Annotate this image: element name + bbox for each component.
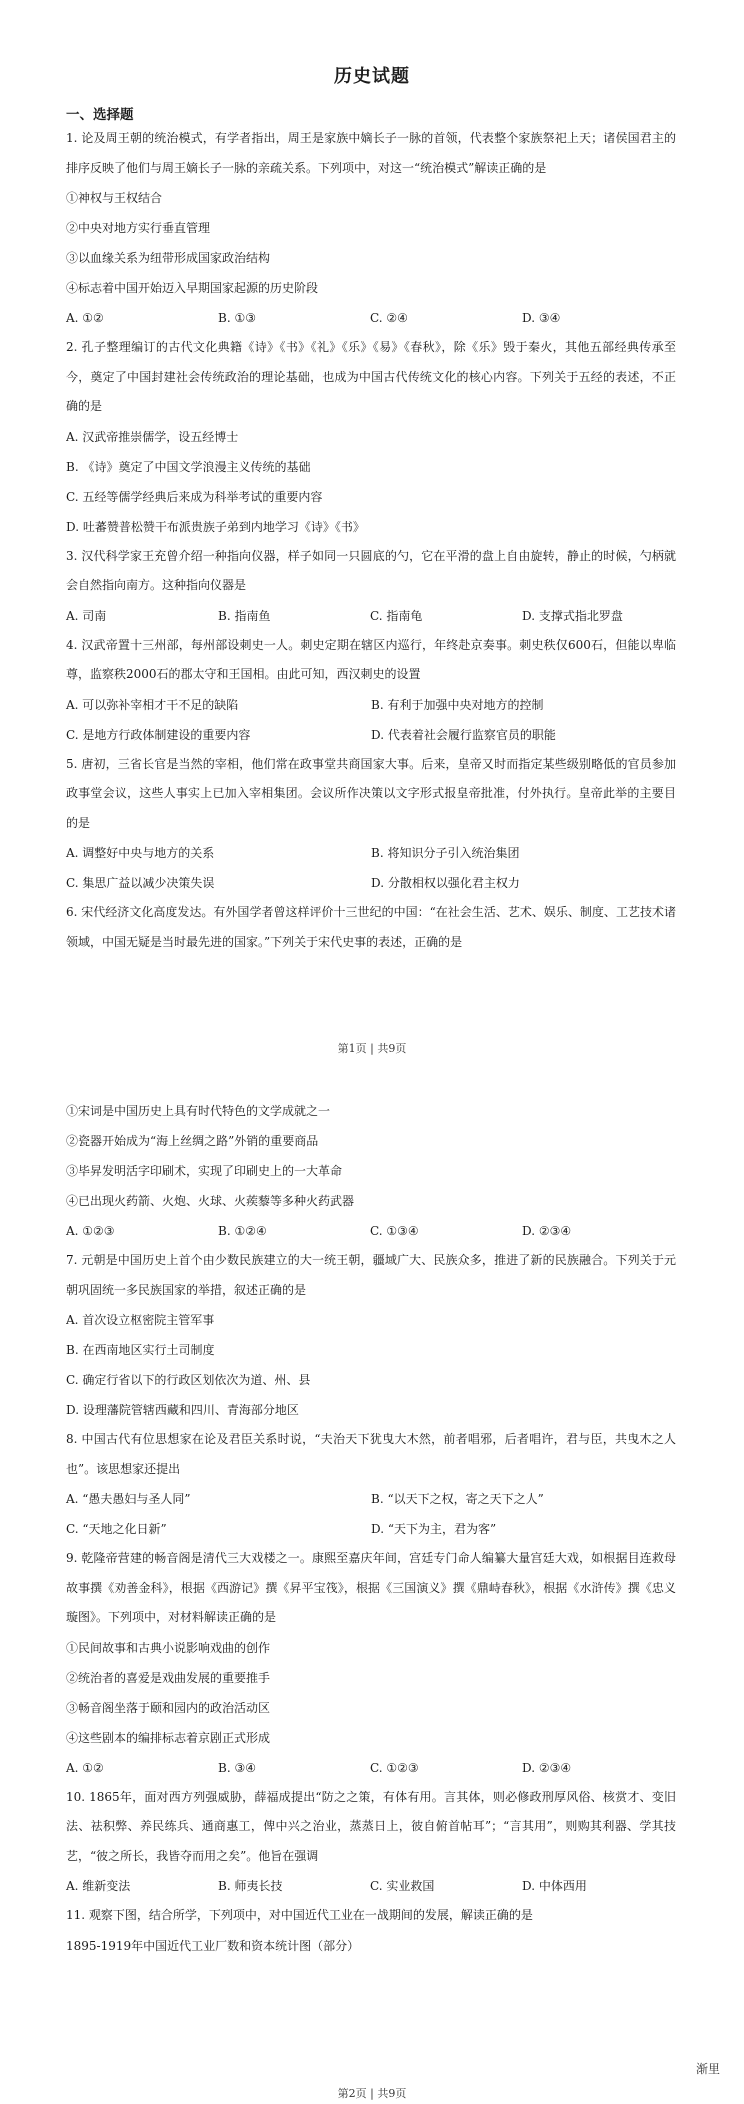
option-b[interactable]: B. 有利于加强中央对地方的控制 — [371, 697, 544, 712]
question-11-stem: 11. 观察下图，结合所学，下列项中，对中国近代工业在一战期间的发展，解读正确的是 — [66, 1908, 533, 1922]
option-c[interactable]: C. ①②③ — [370, 1760, 419, 1775]
option-c[interactable]: C. 实业救国 — [370, 1879, 435, 1893]
question-5-stem: 5. 唐初，三省长官是当然的宰相，他们常在政事堂共商国家大事。后来，皇帝又时而指定某些级别略低的官员参加政事堂会议，这些人事实上已加入宰相集团。会议所作决策以文字形式报皇帝批准，付外执行。皇帝此举的主要目的是 — [66, 756, 676, 830]
option-c[interactable]: C. 指南龟 — [370, 608, 423, 623]
question-3-stem: 3. 汉代科学家王充曾介绍一种指向仪器，样子如同一只圆底的勺，它在平滑的盘上自由旋转，静止的时候，勺柄就会自然指向南方。这种指向仪器是 — [66, 548, 676, 592]
question-8-options-row-2 — [66, 1514, 676, 1544]
question-6-options — [66, 1216, 676, 1246]
option-b[interactable]: B. 指南鱼 — [218, 608, 271, 623]
option-a[interactable]: A. ①②③ — [66, 1224, 115, 1238]
question-7-stem: 7. 元朝是中国历史上首个由少数民族建立的大一统王朝，疆域广大、民族众多，推进了新的民族融合。下列关于元朝巩固统一多民族国家的举措，叙述正确的是 — [66, 1253, 676, 1297]
option-a[interactable]: A. 司南 — [66, 608, 107, 623]
option-b[interactable]: B. ①③ — [218, 311, 256, 325]
option-b[interactable]: B. 师夷长技 — [218, 1879, 283, 1893]
question-9-stem: 9. 乾隆帝营建的畅音阁是清代三大戏楼之一。康熙至嘉庆年间，宫廷专门命人编纂大量宫廷大戏，如根据目连救母故事撰《劝善金科》，根据《西游记》撰《昇平宝筏》，根据《三国演义》撰《鼎峙春秋》，根据《水浒传》撰《忠义璇图》。下列项中，对材料解读正确的是 — [66, 1551, 676, 1624]
option-a[interactable]: A. ①② — [66, 1760, 104, 1775]
option-d[interactable]: D. ②③④ — [522, 1224, 572, 1238]
option-d[interactable]: D. 吐蕃赞普松赞干布派贵族子弟到内地学习《诗》《书》 — [66, 519, 365, 534]
question-10-stem: 10. 1865年，面对西方列强威胁，薛福成提出“防之之策，有体有用。言其体，则必修政刑厚风俗、核赏才、变旧法、祛积弊、养民练兵、通商惠工，俾中兴之治业，蒸蒸日上，彼自俯首帖耳”；“言其用”，则购其利器、学其技艺，“彼之所长，我皆夺而用之矣”。他旨在强调 — [66, 1789, 676, 1863]
question-1-options — [66, 303, 676, 333]
section-heading: 一、选择题 — [66, 107, 134, 123]
question-1-stem: 1. 论及周王朝的统治模式，有学者指出，周王是家族中嫡长子一脉的首领，代表整个家族祭祀上天；诸侯国君主的排序反映了他们与周王嫡长子一脉的亲疏关系。下列项中，对这一“统治模式”解读正确的是 — [66, 131, 676, 175]
question-5-options-row-2 — [66, 868, 676, 898]
question-4-stem: 4. 汉武帝置十三州部，每州部设刺史一人。刺史定期在辖区内巡行，年终赴京奏事。刺史秩仅600石，但能以卑临尊，监察秩2000石的郡太守和王国相。由此可知，西汉刺史的设置 — [66, 637, 676, 681]
question-1-item: ②中央对地方实行垂直管理 — [66, 221, 211, 235]
option-d[interactable]: D. “天下为主，君为客” — [371, 1522, 497, 1536]
question-9-item: ②统治者的喜爱是戏曲发展的重要推手 — [66, 1670, 271, 1685]
option-d[interactable]: D. 分散相权以强化君主权力 — [371, 876, 520, 890]
question-9-item: ④这些剧本的编排标志着京剧正式形成 — [66, 1730, 271, 1745]
question-1-item: ①神权与王权结合 — [66, 191, 163, 205]
question-4-options-row-1 — [66, 690, 676, 720]
option-d[interactable]: D. 设理藩院管辖西藏和四川、青海部分地区 — [66, 1403, 299, 1417]
question-2-stem: 2. 孔子整理编订的古代文化典籍《诗》《书》《礼》《乐》《易》《春秋》，除《乐》毁于秦火，其他五部经典传承至今，奠定了中国封建社会传统政治的理论基础，也成为中国古代传统文化的核心内容。下列关于五经的表述，不正确的是 — [66, 340, 676, 413]
question-10-options — [66, 1871, 676, 1901]
option-c[interactable]: C. 确定行省以下的行政区划依次为道、州、县 — [66, 1373, 311, 1387]
option-b[interactable]: B. 在西南地区实行土司制度 — [66, 1343, 215, 1357]
option-a[interactable]: A. “愚夫愚妇与圣人同” — [66, 1492, 191, 1506]
page-1-body — [66, 124, 676, 957]
option-a[interactable]: A. 汉武帝推崇儒学，设五经博士 — [66, 429, 239, 444]
option-d[interactable]: D. 中体西用 — [522, 1879, 587, 1893]
question-1-item: ③以血缘关系为纽带形成国家政治结构 — [66, 251, 271, 265]
option-a[interactable]: A. 可以弥补宰相才干不足的缺陷 — [66, 697, 239, 712]
option-a[interactable]: A. 首次设立枢密院主管军事 — [66, 1313, 215, 1327]
option-a[interactable]: A. 调整好中央与地方的关系 — [66, 846, 215, 860]
question-9-options — [66, 1753, 676, 1783]
option-b[interactable]: B. ③④ — [218, 1760, 256, 1775]
page-2-footer: 第2页 | 共9页 — [337, 2087, 407, 2100]
corner-mark: 渐里 — [695, 2062, 720, 2076]
option-c[interactable]: C. ①③④ — [370, 1224, 419, 1238]
option-c[interactable]: C. “天地之化日新” — [66, 1522, 167, 1536]
option-c[interactable]: C. 集思广益以减少决策失误 — [66, 876, 215, 890]
question-8-stem: 8. 中国古代有位思想家在论及君臣关系时说，“夫治天下犹曳大木然，前者唱邪，后者唱许，君与臣，共曳木之人也”。该思想家还提出 — [66, 1432, 676, 1476]
exam-title: 历史试题 — [334, 66, 410, 87]
option-c[interactable]: C. 是地方行政体制建设的重要内容 — [66, 727, 251, 742]
question-6-stem: 6. 宋代经济文化高度发达。有外国学者曾这样评价十三世纪的中国：“在社会生活、艺术、娱乐、制度、工艺技术诸领域，中国无疑是当时最先进的国家。”下列关于宋代史事的表述，正确的是 — [66, 905, 676, 949]
question-6-item: ①宋词是中国历史上具有时代特色的文学成就之一 — [66, 1104, 331, 1118]
question-4-options-row-2 — [66, 720, 676, 750]
question-6-item: ②瓷器开始成为“海上丝绸之路”外销的重要商品 — [66, 1134, 319, 1148]
question-1-item: ④标志着中国开始迈入早期国家起源的历史阶段 — [66, 281, 319, 295]
option-b[interactable]: B. “以天下之权，寄之天下之人” — [371, 1492, 544, 1506]
page-1-footer: 第1页 | 共9页 — [337, 1042, 407, 1055]
option-a[interactable]: A. ①② — [66, 311, 104, 325]
option-c[interactable]: C. 五经等儒学经典后来成为科举考试的重要内容 — [66, 489, 323, 504]
option-b[interactable]: B. 《诗》奠定了中国文学浪漫主义传统的基础 — [66, 459, 311, 474]
option-d[interactable]: D. 代表着社会履行监察官员的职能 — [371, 727, 556, 742]
option-d[interactable]: D. 支撑式指北罗盘 — [522, 608, 623, 623]
question-9-item: ①民间故事和古典小说影响戏曲的创作 — [66, 1640, 271, 1655]
option-b[interactable]: B. 将知识分子引入统治集团 — [371, 846, 520, 860]
question-8-options-row-1 — [66, 1484, 676, 1514]
option-b[interactable]: B. ①②④ — [218, 1224, 267, 1238]
option-a[interactable]: A. 维新变法 — [66, 1879, 131, 1893]
chart-caption: 1895-1919年中国近代工业厂数和资本统计图（部分） — [66, 1938, 360, 1953]
page-2-body — [66, 1096, 676, 1961]
question-6-item: ④已出现火药箭、火炮、火球、火蒺藜等多种火药武器 — [66, 1194, 355, 1208]
question-9-item: ③畅音阁坐落于颐和园内的政治活动区 — [66, 1700, 271, 1715]
question-6-item: ③毕昇发明活字印刷术，实现了印刷史上的一大革命 — [66, 1164, 343, 1178]
question-5-options-row-1 — [66, 838, 676, 868]
option-c[interactable]: C. ②④ — [370, 311, 408, 325]
option-d[interactable]: D. ②③④ — [522, 1760, 572, 1775]
question-3-options — [66, 601, 676, 631]
option-d[interactable]: D. ③④ — [522, 311, 561, 325]
